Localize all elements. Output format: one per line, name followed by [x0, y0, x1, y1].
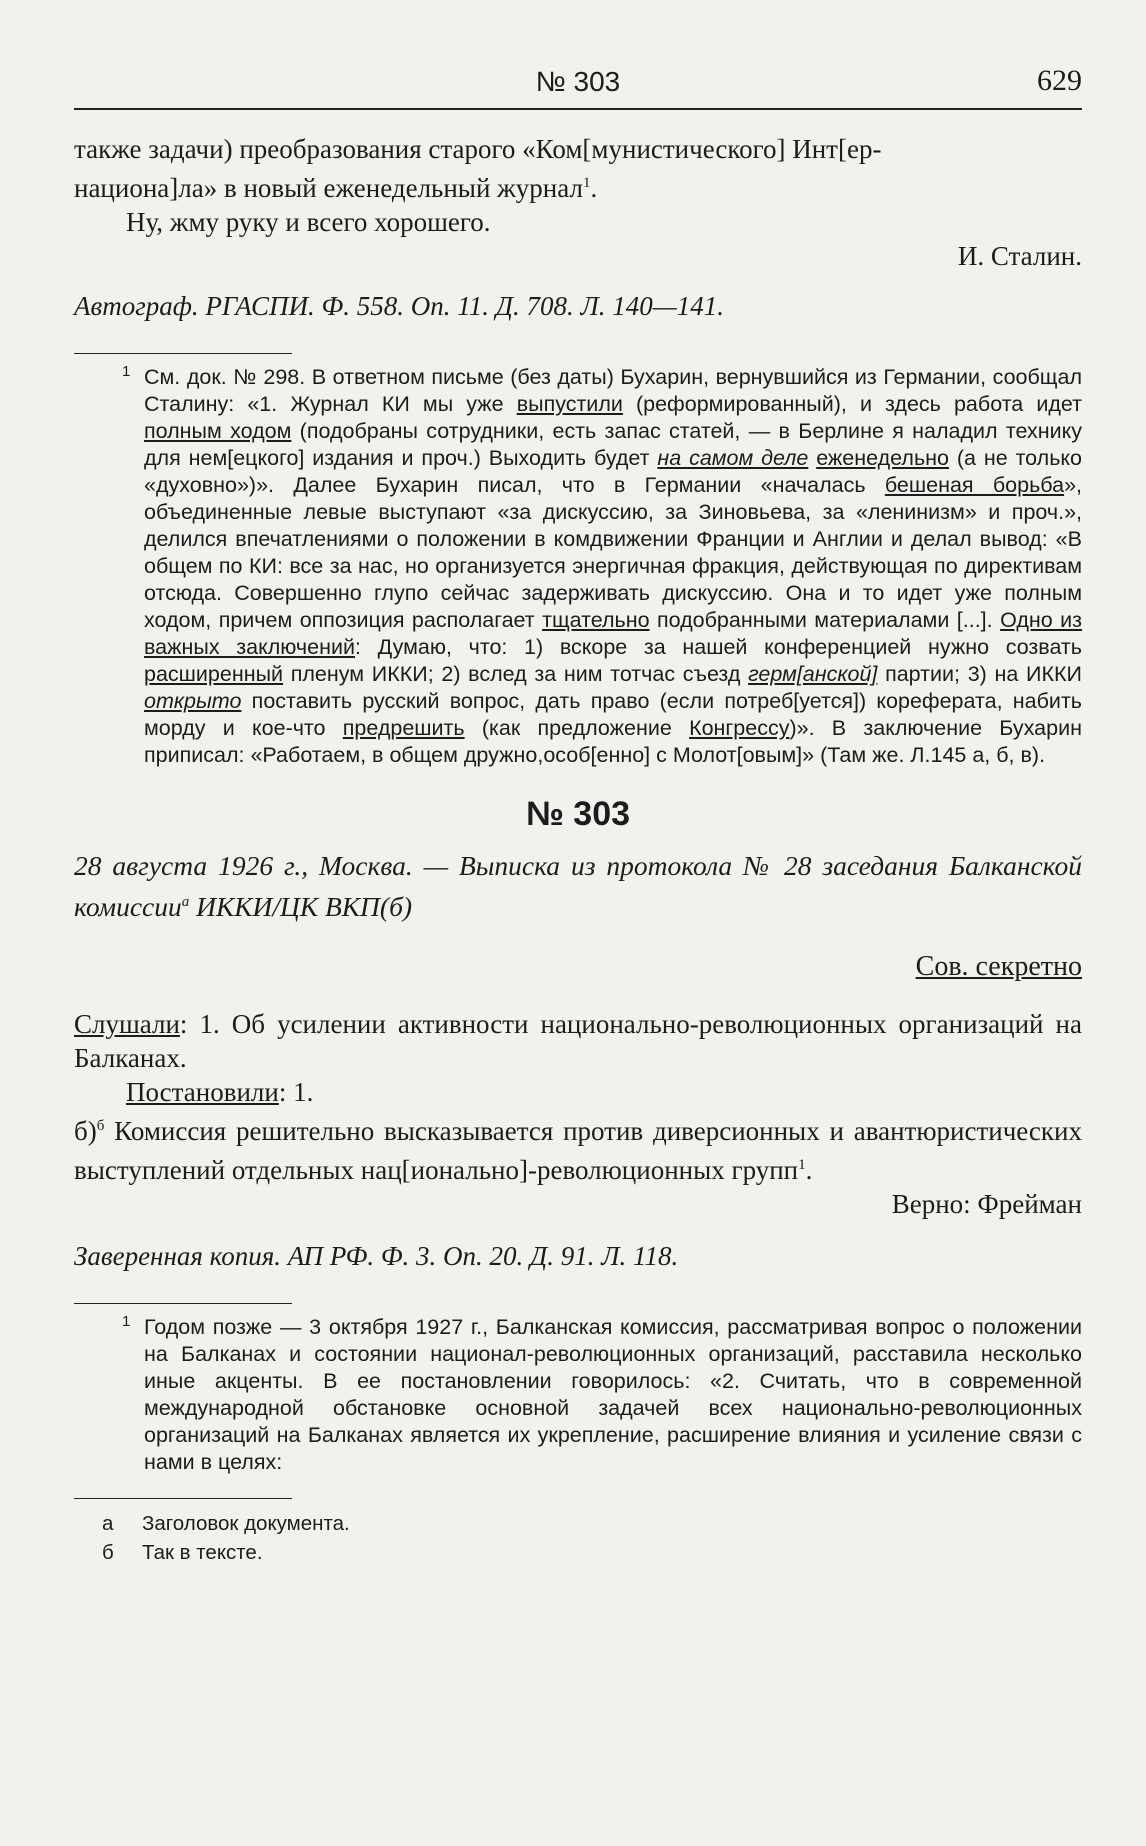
continuation-paragraph: также задачи) преобразования старого «Ком[мунистического] Инт[ер- национа]ла» в новый еженедельный журнал$^1$. — [74, 134, 882, 203]
footnote-balkan: 1 Годом позже — 3 октября 1927 г., Балканская комиссия, рассматривая вопрос о положении на Балканах и состоянии национал-революционных организаций, расставила несколько иные акценты. В ее постановлении говорилось: «2. Считать, что в современной международной обстановке основной задачей всех национально-революционных организаций на Балканах является их укрепление, расширение влияния и усиление связи с нами в целях: — [74, 1314, 1082, 1476]
resolved-paragraph: Постановили: 1. — [126, 1077, 314, 1108]
footnote-divider — [74, 353, 292, 354]
signature: И. Сталин. — [957, 241, 1082, 271]
note-item: а Заголовок документа. — [102, 1512, 350, 1536]
document-heading: 28 августа 1926 г., Москва. — Выписка из протокола № 28 заседания Балканской комиссии$^а$ ИККИ/ЦК ВКП(б) — [74, 850, 1082, 923]
document-title: № 303 — [525, 795, 631, 833]
editorial-notes — [74, 1509, 1082, 1567]
footnote-ref: 1 — [582, 175, 591, 191]
footnote-mark-2: 1 — [122, 1313, 131, 1331]
resolution-item: б)$^б$ Комиссия решительно высказывается против диверсионных и авантюристических выступлений отдельных нац[ионально]-революционных групп$^1$. — [74, 1116, 1082, 1186]
classification-stamp: Сов. секретно — [915, 951, 1082, 983]
heard-paragraph: Слушали: 1. Об усилении активности национально-революционных организаций на Балканах. — [74, 1009, 1082, 1074]
certified-signature: Верно: Фрейман — [891, 1189, 1082, 1220]
page — [74, 60, 1082, 1567]
running-head — [74, 60, 1082, 110]
footnote-mark: 1 — [122, 363, 131, 380]
footnote-bukharin: 1 См. док. № 298. В ответном письме (без даты) Бухарин, вернувшийся из Германии, сообщал Сталину: «1. Журнал КИ мы уже выпустили (реформированный), и здесь работа идет полным ходом (подобраны сотрудники, есть запас статей, — в Берлине я наладил технику для нем[ецкого] издания и проч.) Выходить будет на самом деле еженедельно (а не только «духовно»)». Далее Бухарин писал, что в Германии «началась бешеная борьба», объединенные левые выступают «за дискуссию, за Зиновьева, за «ленинизм» и проч.», делился впечатлениями о положении в комдвижении Франции и Англии и делал вывод: «В общем по КИ: все за нас, но организуется энергичная фракция, действующая по директивам отсюда. Совершенно глупо сейчас задерживать дискуссию. Она и то идет уже полным ходом, причем оппозиция располагает тщательно подобранными материалами [...]. Одно из важных заключений: Думаю, что: 1) вскоре за нашей конференцией нужно созвать расширенный пленум ИККИ; 2) вслед за ним тотчас съезд герм[анской] партии; 3) на ИККИ открыто поставить русский вопрос, дать право (если потреб[уется]) кореферата, набить морду и кое-что предрешить (как предложение Конгрессу)». В заключение Бухарин приписал: «Работаем, в общем дружно,особ[енно] с Молот[овым]» (Там же. Л.145 а, б, в). — [74, 364, 1082, 769]
previous-document-ending — [74, 132, 1082, 323]
document-body — [74, 1007, 1082, 1273]
closing-line: Ну, жму руку и всего хорошего. — [126, 207, 491, 237]
page-number: 629 — [1037, 64, 1082, 97]
running-doc-number: № 303 — [535, 66, 621, 97]
footnote-divider-2 — [74, 1303, 292, 1304]
notes-divider — [74, 1498, 292, 1499]
archive-reference: Автограф. РГАСПИ. Ф. 558. Оп. 11. Д. 708. Л. 140—141. — [74, 291, 724, 321]
note-item: б Так в тексте. — [102, 1541, 263, 1565]
archive-reference-2: Заверенная копия. АП РФ. Ф. 3. Оп. 20. Д. 91. Л. 118. — [74, 1241, 679, 1272]
